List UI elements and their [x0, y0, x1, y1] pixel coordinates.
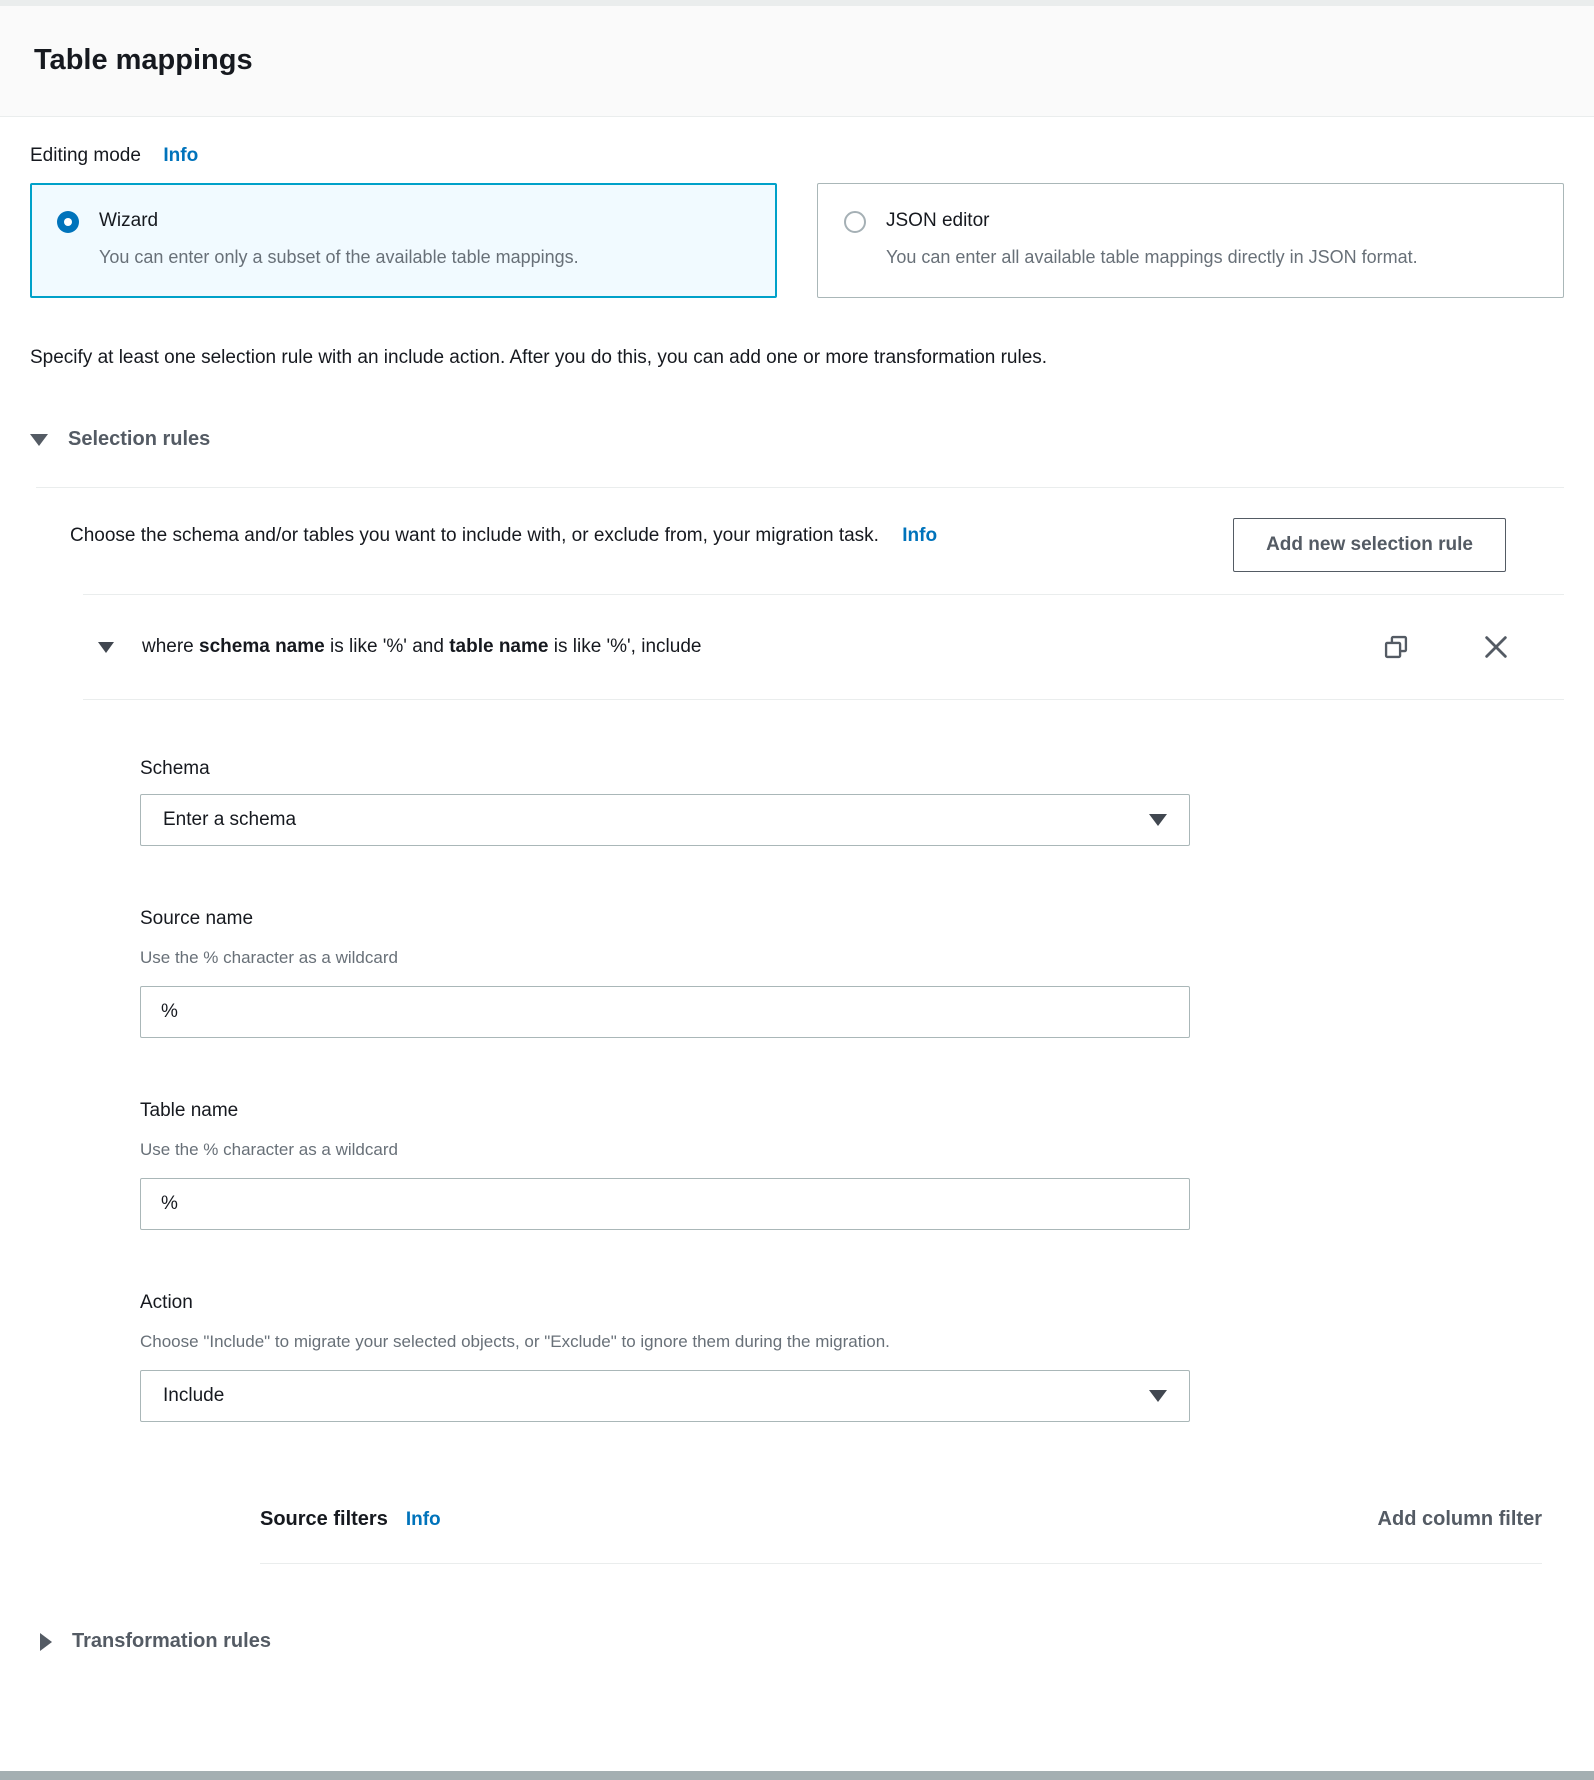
source-filters-divider [260, 1563, 1542, 1564]
caret-down-icon [30, 434, 48, 446]
action-select-value: Include [163, 1385, 225, 1406]
selection-rule-form [140, 756, 1564, 1422]
wizard-radio[interactable] [57, 211, 79, 233]
selection-rules-header[interactable] [30, 428, 1564, 451]
schema-label: Schema [140, 758, 210, 779]
table-name-label: Table name [140, 1100, 239, 1121]
rule-schema-name: schema name [199, 636, 325, 657]
table-name-hint: Use the % character as a wildcard [140, 1140, 398, 1159]
intro-text: Specify at least one selection rule with an include action. After you do this, you can add one or more transformation rules. [30, 347, 1048, 368]
delete-rule-icon[interactable] [1482, 633, 1510, 661]
rule-tail: is like '%', include [548, 636, 702, 657]
table-name-input[interactable] [140, 1178, 1190, 1230]
json-editor-tile-text [886, 208, 1418, 273]
wizard-description: You can enter only a subset of the available table mappings. [99, 247, 579, 267]
source-name-label: Source name [140, 908, 254, 929]
editing-mode-tiles [30, 183, 1564, 298]
duplicate-rule-icon[interactable] [1382, 633, 1410, 661]
chevron-down-icon [1149, 1390, 1167, 1402]
wizard-tile-text [99, 208, 579, 273]
rule-caret-down-icon[interactable] [98, 642, 114, 653]
transformation-rules-title: Transformation rules [72, 1630, 271, 1652]
transformation-rules-header[interactable] [40, 1630, 1564, 1653]
selection-rules-description [70, 514, 1000, 558]
schema-select[interactable] [140, 794, 1190, 846]
source-name-hint: Use the % character as a wildcard [140, 948, 398, 967]
json-editor-tile[interactable] [817, 183, 1564, 298]
selection-rule-row [30, 595, 1564, 699]
editing-mode-label: Editing mode [30, 145, 141, 166]
source-name-field [140, 906, 1564, 1038]
rule-table-name: table name [449, 636, 549, 657]
action-select[interactable] [140, 1370, 1190, 1422]
action-label: Action [140, 1292, 193, 1313]
caret-right-icon [40, 1633, 52, 1651]
action-hint: Choose "Include" to migrate your selected objects, or "Exclude" to ignore them during the migration. [140, 1332, 890, 1351]
wizard-tile[interactable] [30, 183, 777, 298]
add-column-filter-button[interactable]: Add column filter [1377, 1508, 1542, 1530]
editing-mode-row [30, 145, 1564, 167]
bottom-panel-edge [0, 1771, 1594, 1780]
rule-where: where [142, 636, 200, 657]
source-name-input[interactable] [140, 986, 1190, 1038]
chevron-down-icon [1149, 814, 1167, 826]
schema-field [140, 756, 1564, 846]
rule-divider-bottom [83, 699, 1564, 700]
add-selection-rule-button[interactable]: Add new selection rule [1233, 518, 1506, 572]
selection-rules-description-text: Choose the schema and/or tables you want to include with, or exclude from, your migration task. [70, 525, 879, 546]
rule-mid: is like '%' and [324, 636, 450, 657]
source-filters-info-link[interactable]: Info [405, 1508, 441, 1530]
table-name-field [140, 1098, 1564, 1230]
source-filters-row [260, 1508, 1542, 1531]
json-editor-label: JSON editor [886, 210, 990, 231]
editing-mode-info-link[interactable]: Info [163, 145, 199, 166]
action-field [140, 1290, 1564, 1422]
schema-select-value: Enter a schema [163, 809, 297, 830]
json-editor-radio[interactable] [844, 211, 866, 233]
json-editor-description: You can enter all available table mappings directly in JSON format. [886, 247, 1418, 267]
panel-header [0, 6, 1594, 117]
page-title: Table mappings [34, 44, 253, 76]
selection-rules-title: Selection rules [68, 428, 211, 450]
wizard-label: Wizard [99, 210, 159, 231]
panel-body [0, 145, 1594, 1653]
source-filters-label: Source filters [260, 1508, 388, 1530]
rule-summary [142, 636, 1382, 658]
selection-rules-info-link[interactable]: Info [902, 525, 938, 546]
selection-rules-toolbar [30, 488, 1564, 594]
